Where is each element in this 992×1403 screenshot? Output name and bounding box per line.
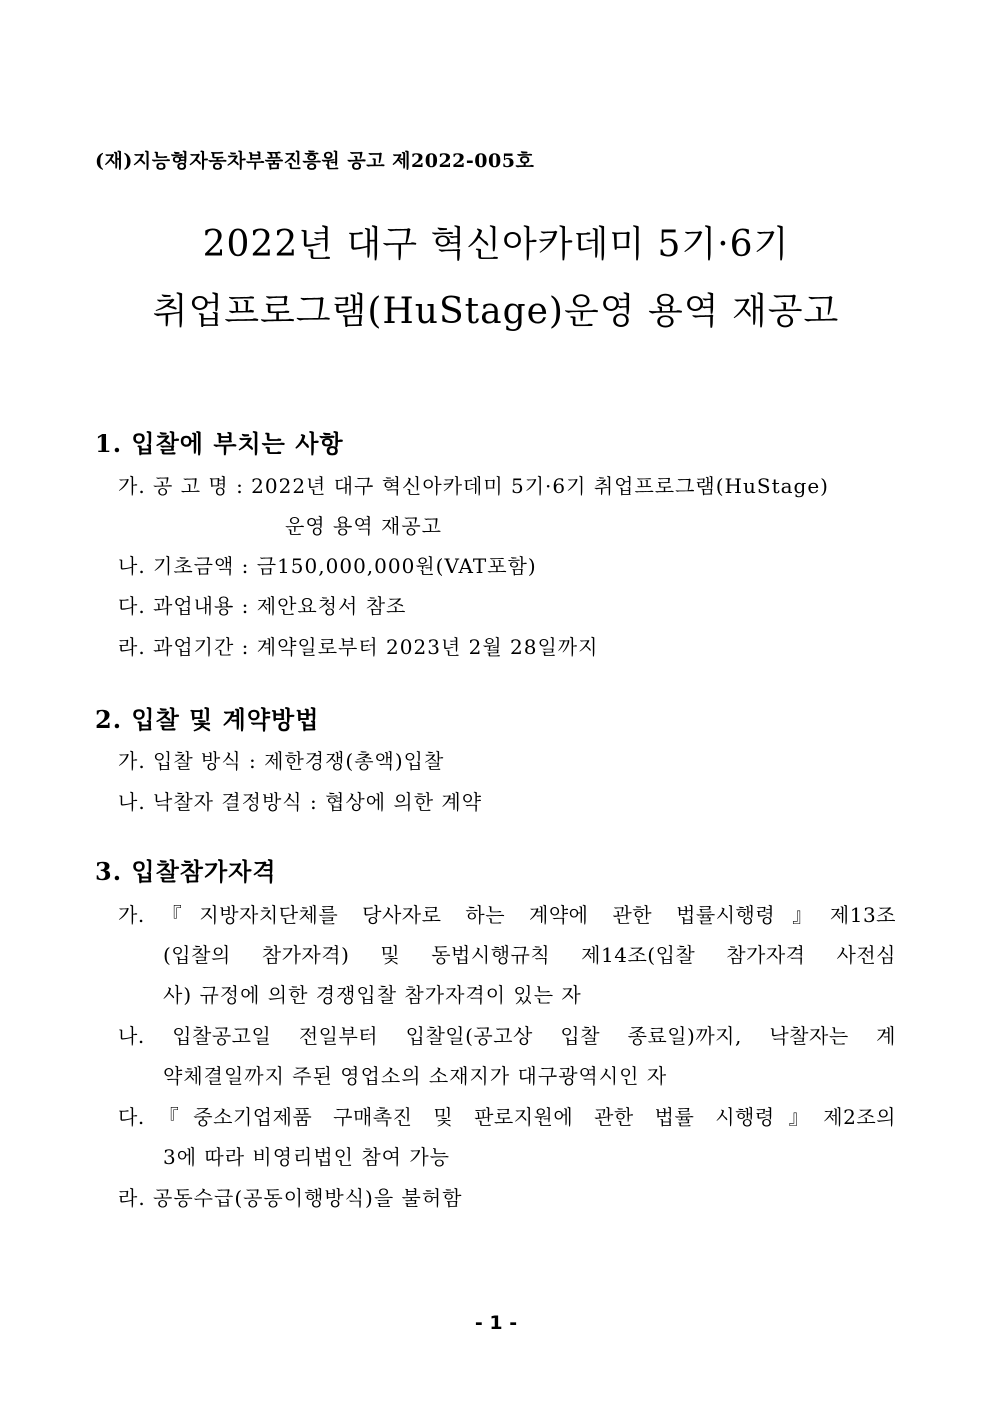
- section-3-item-na-line-1: 나. 입찰공고일 전일부터 입찰일(공고상 입찰 종료일)까지, 낙찰자는 계: [118, 1024, 896, 1048]
- section-1-item-da: 다. 과업내용 : 제안요청서 참조: [118, 594, 407, 618]
- section-1-item-ga: 가. 공 고 명 : 2022년 대구 혁신아카데미 5기·6기 취업프로그램(HuStage): [118, 474, 829, 498]
- section-3-item-ga-line-2: (입찰의 참가자격) 및 동법시행규칙 제14조(입찰 참가자격 사전심: [163, 943, 896, 967]
- section-heading-3: 3. 입찰참가자격: [95, 857, 277, 886]
- notice-number: (재)지능형자동차부품진흥원 공고 제2022-005호: [95, 150, 535, 172]
- section-2-item-ga: 가. 입찰 방식 : 제한경쟁(총액)입찰: [118, 749, 445, 773]
- section-heading-1: 1. 입찰에 부치는 사항: [95, 429, 344, 458]
- section-2-item-na: 나. 낙찰자 결정방식 : 협상에 의한 계약: [118, 790, 483, 814]
- document-title-line-2: 취업프로그램(HuStage)운영 용역 재공고: [152, 291, 840, 332]
- section-3-item-da-line-2: 3에 따라 비영리법인 참여 가능: [163, 1145, 450, 1169]
- section-1-item-ra: 라. 과업기간 : 계약일로부터 2023년 2월 28일까지: [118, 635, 599, 659]
- section-3-item-ga-line-3: 사) 규정에 의한 경쟁입찰 참가자격이 있는 자: [163, 983, 582, 1007]
- section-3-item-ra: 라. 공동수급(공동이행방식)을 불허함: [118, 1186, 463, 1210]
- section-3-item-ga-line-1: 가.『지방자치단체를 당사자로 하는 계약에 관한 법률시행령』제13조: [118, 903, 896, 927]
- document-title-line-1: 2022년 대구 혁신아카데미 5기·6기: [202, 224, 790, 265]
- section-1-item-na: 나. 기초금액 : 금150,000,000원(VAT포함): [118, 554, 537, 578]
- section-3-item-da-line-1: 다.『중소기업제품 구매촉진 및 판로지원에 관한 법률 시행령』제2조의: [118, 1105, 896, 1129]
- page-number: - 1 -: [474, 1312, 518, 1334]
- section-heading-2: 2. 입찰 및 계약방법: [95, 705, 320, 734]
- section-3-item-na-line-2: 약체결일까지 주된 영업소의 소재지가 대구광역시인 자: [163, 1064, 668, 1088]
- section-1-item-ga-continued: 운영 용역 재공고: [285, 514, 442, 538]
